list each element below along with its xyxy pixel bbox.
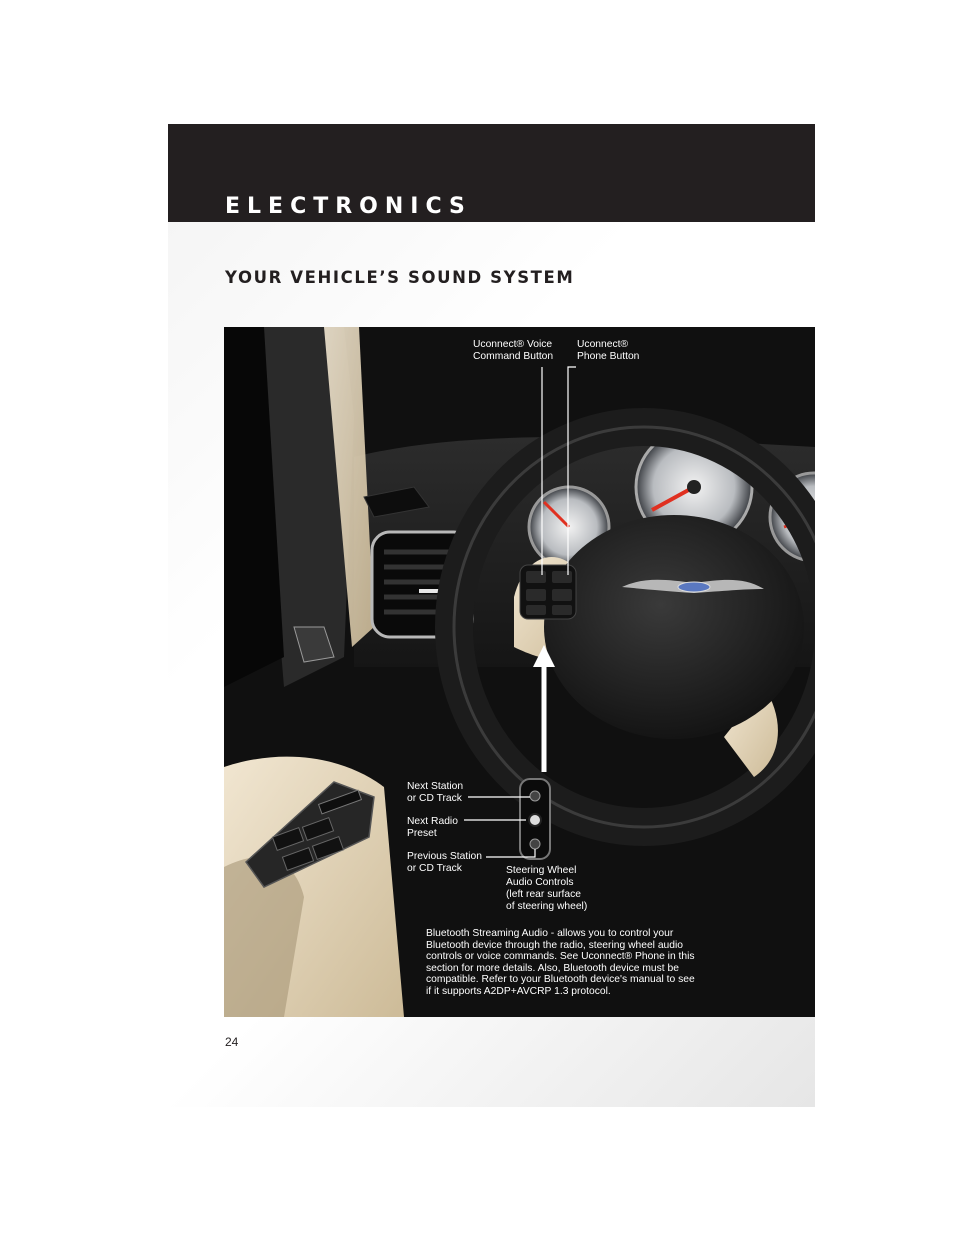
page-number: 24 xyxy=(225,1035,239,1049)
page-heading: YOUR VEHICLE’S SOUND SYSTEM xyxy=(225,268,575,287)
interior-illustration xyxy=(224,327,815,1017)
header-band xyxy=(168,124,815,222)
manual-page xyxy=(168,124,815,1107)
callout-previous-station: Previous Station or CD Track xyxy=(407,851,482,874)
callout-voice-command: Uconnect® Voice Command Button xyxy=(473,339,554,362)
callout-next-station: Next Station or CD Track xyxy=(407,781,464,804)
callout-steering-controls: Steering Wheel Audio Controls (left rear surface of steering wheel) xyxy=(506,865,588,912)
bluetooth-caption: Bluetooth Streaming Audio - allows you to control your Bluetooth device through the radio, steering wheel audio controls or voice commands. See Uconnect® Phone in this section for more details. Also, Bluetooth device must be compatible. Refer to your Bluetooth device's manual to see if it supports A2DP+AVCRP 1.3 protocol. xyxy=(426,928,695,997)
callout-next-preset: Next Radio Preset xyxy=(407,816,458,839)
callout-phone-button: Uconnect® Phone Button xyxy=(577,339,640,362)
rear-audio-controls-inset xyxy=(520,779,550,859)
section-title: ELECTRONICS xyxy=(225,194,472,219)
vehicle-interior-photo xyxy=(224,327,815,1017)
steering-hub xyxy=(544,515,804,739)
